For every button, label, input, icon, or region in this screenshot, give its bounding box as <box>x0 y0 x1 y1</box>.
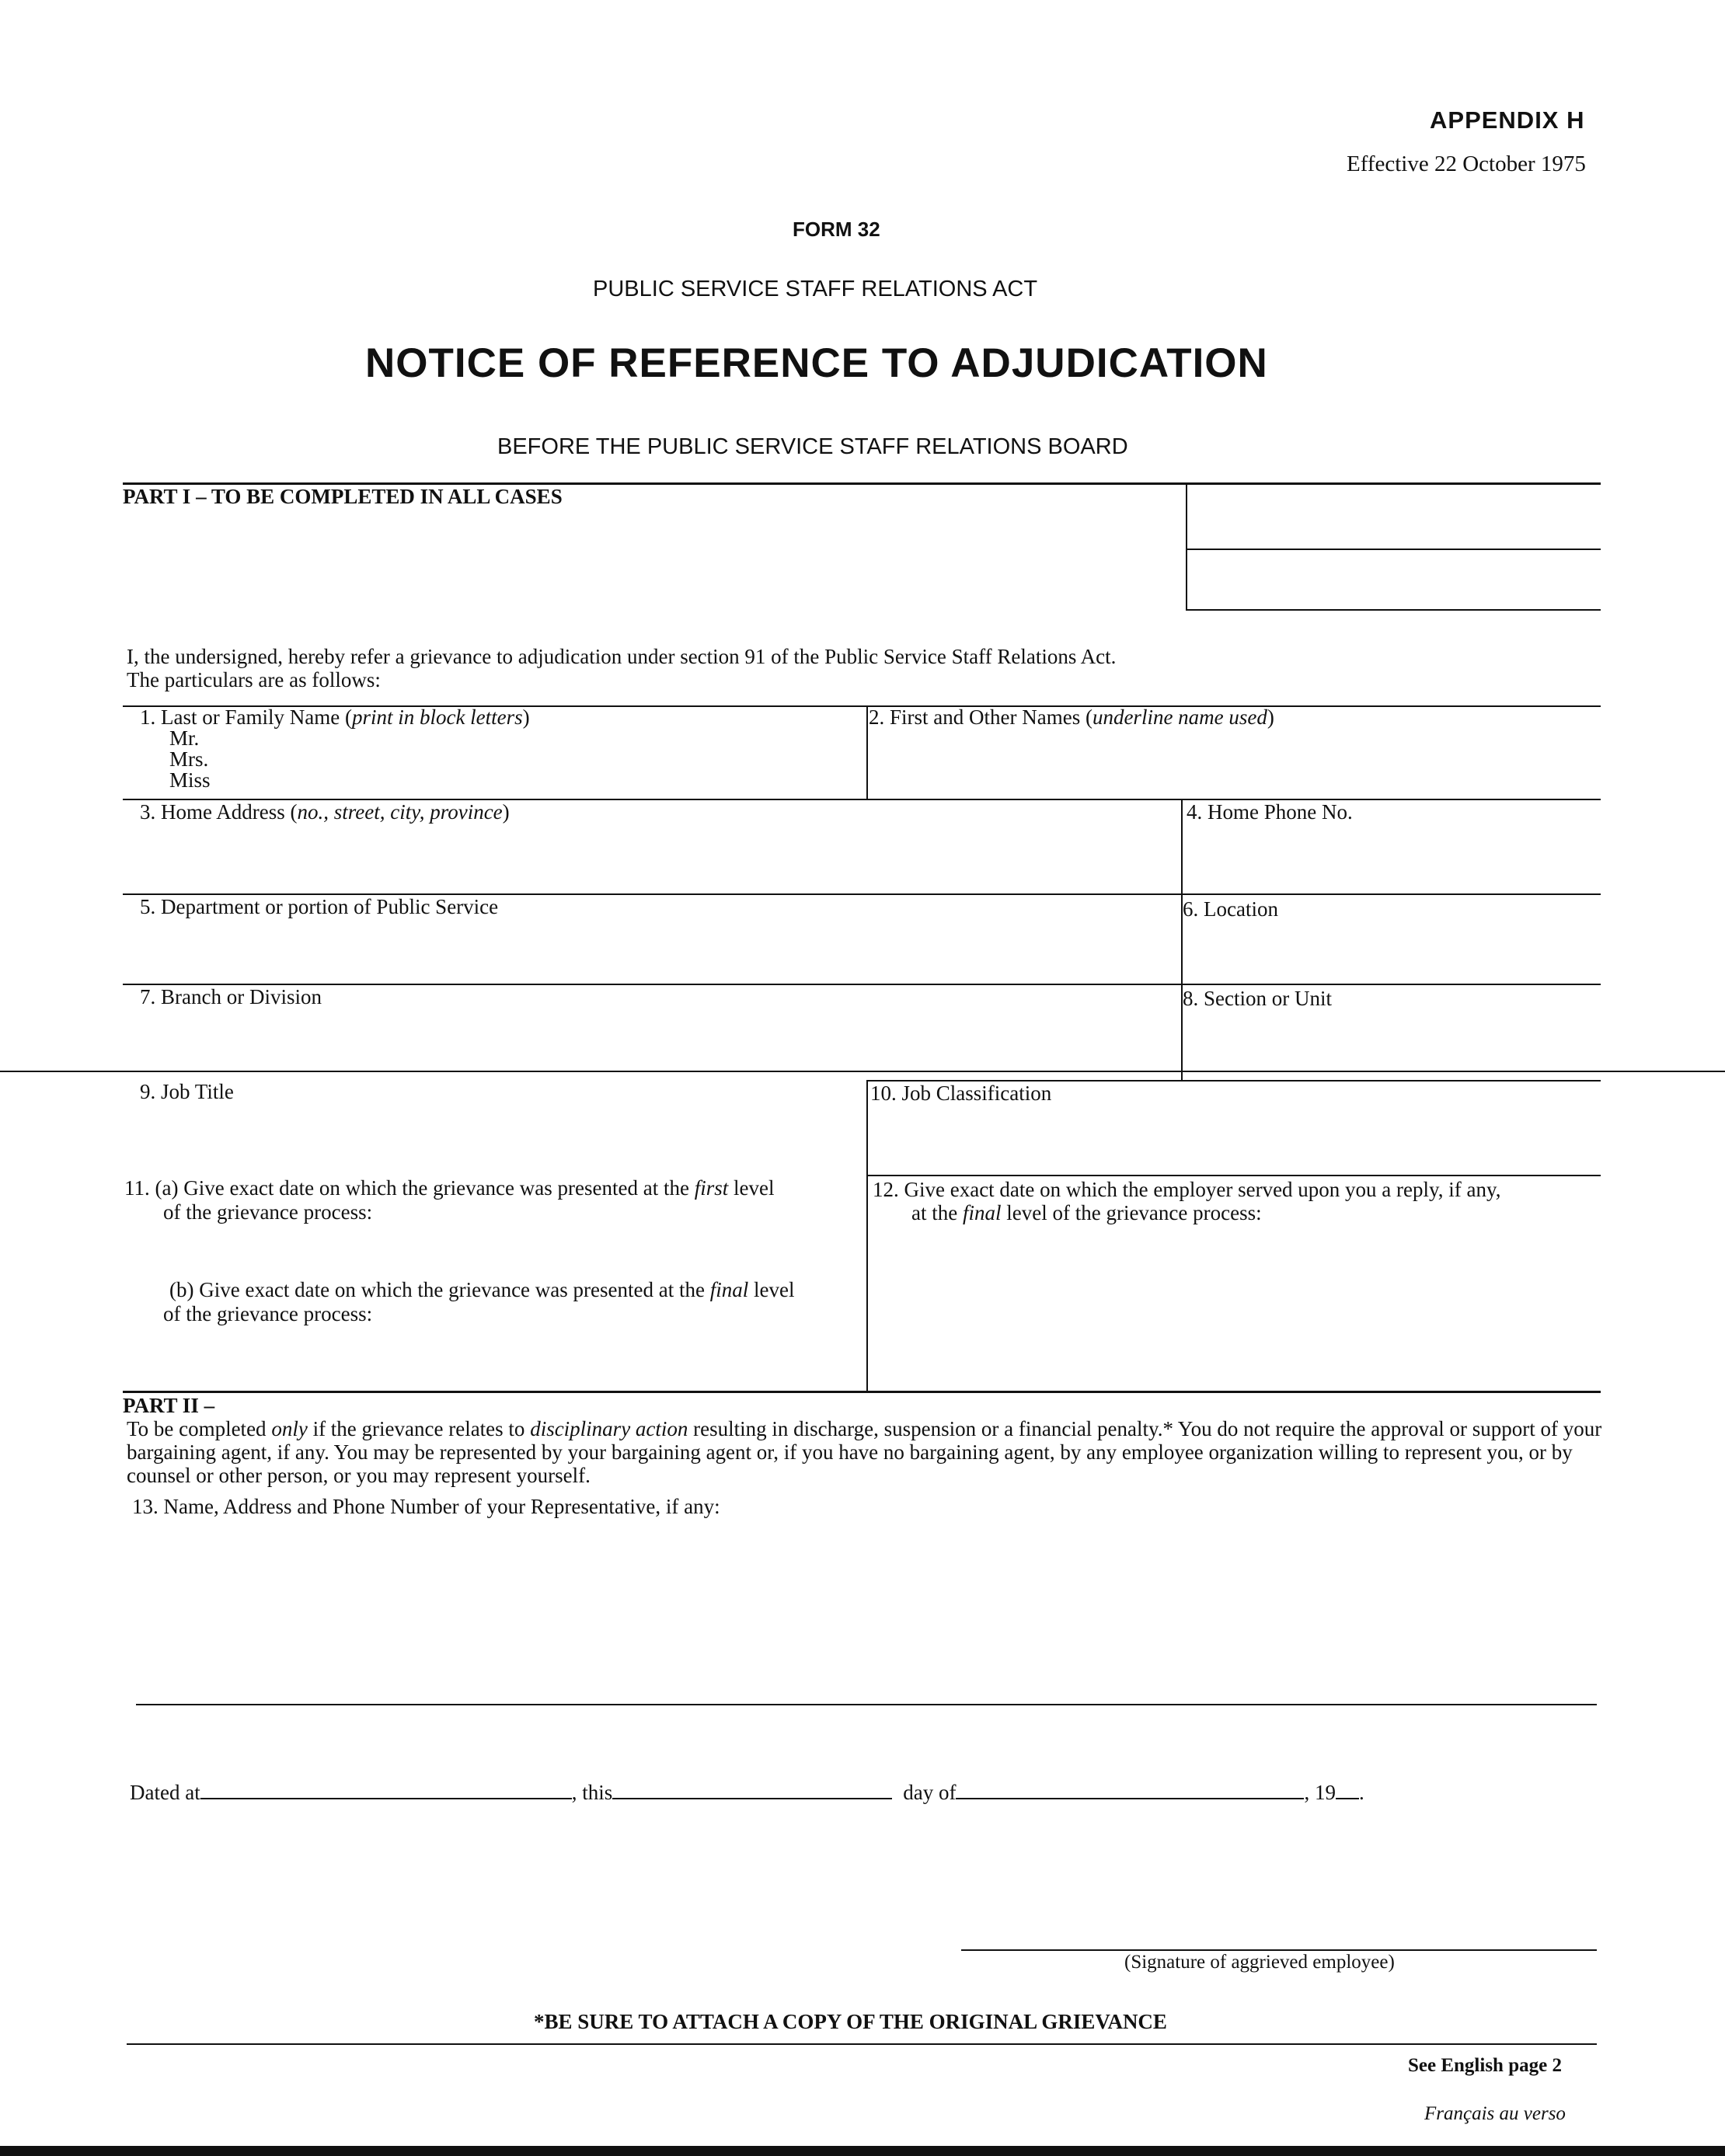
attach-note-rule <box>127 2043 1597 2045</box>
attach-note: *BE SURE TO ATTACH A COPY OF THE ORIGINAL GRIEVANCE <box>534 2010 1167 2033</box>
field-1-mrs: Mrs. <box>169 747 209 771</box>
field-4-label: 4. Home Phone No. <box>1187 800 1353 824</box>
field-1-mr: Mr. <box>169 726 200 750</box>
francais-note: Français au verso <box>1424 2103 1566 2124</box>
office-box-middle <box>1186 549 1601 550</box>
day-of-blank[interactable] <box>956 1778 1304 1799</box>
field-2-label: 2. First and Other Names (underline name used) <box>869 705 1274 729</box>
row4-top-rule <box>123 984 1601 985</box>
appendix-label: APPENDIX H <box>1430 106 1585 134</box>
field-1-miss: Miss <box>169 768 211 792</box>
row1-divider <box>866 705 868 799</box>
field-11a-label-2: of the grievance process: <box>163 1200 373 1224</box>
day-of-label: day of <box>903 1781 957 1804</box>
part1-intro: I, the undersigned, hereby refer a grievance to adjudication under section 91 of the Public Service Staff Relations Act. <box>127 645 1117 668</box>
part1-intro-2: The particulars are as follows: <box>127 668 381 691</box>
field-10-label: 10. Job Classification <box>870 1081 1052 1105</box>
dated-at-blank[interactable] <box>200 1778 572 1799</box>
field-8-label: 8. Section or Unit <box>1183 987 1332 1010</box>
see-english-note: See English page 2 <box>1408 2055 1562 2076</box>
field-11b-label-2: of the grievance process: <box>163 1302 373 1325</box>
field-7-label: 7. Branch or Division <box>140 985 322 1008</box>
year-label: , 19 <box>1304 1781 1336 1804</box>
part2-instructions: To be completed only if the grievance relates to disciplinary action resulting in discharge, suspension or a financial penalty.* You do not require the approval or support of your bargaining agent, if any. You may be represented by your bargaining agent or, if you have no bargaining agent, by any employee organization willing to represent you, or by counsel or other person, or you may represent yourself. <box>127 1417 1602 1487</box>
field-6-label: 6. Location <box>1183 897 1278 921</box>
form-number: FORM 32 <box>793 218 880 241</box>
row6-top-rule <box>866 1175 1601 1176</box>
page-bottom-edge <box>0 2146 1725 2156</box>
this-blank[interactable] <box>612 1778 892 1799</box>
field-13-bottom-rule <box>136 1704 1597 1705</box>
field-1-label: 1. Last or Family Name (print in block letters) <box>140 705 530 729</box>
office-box-divider <box>1186 482 1187 611</box>
year-blank[interactable] <box>1336 1778 1359 1799</box>
field-11a-label: 11. (a) Give exact date on which the grievance was presented at the first level <box>124 1176 775 1200</box>
page-title: NOTICE OF REFERENCE TO ADJUDICATION <box>365 340 1268 386</box>
part1-heading: PART I – TO BE COMPLETED IN ALL CASES <box>123 485 563 508</box>
dated-line: Dated at , this day of , 19 . <box>130 1778 1364 1804</box>
effective-date: Effective 22 October 1975 <box>1347 152 1586 176</box>
act-name: PUBLIC SERVICE STAFF RELATIONS ACT <box>593 277 1038 301</box>
field-12-label-2: at the final level of the grievance process: <box>911 1201 1262 1224</box>
part2-top-rule <box>123 1391 1601 1393</box>
field-9-label: 9. Job Title <box>140 1080 234 1103</box>
this-label: , this <box>571 1781 613 1804</box>
office-box-bottom <box>1186 609 1601 611</box>
dated-at-label: Dated at <box>130 1781 200 1804</box>
field-3-label: 3. Home Address (no., street, city, province) <box>140 800 510 824</box>
signature-label: (Signature of aggrieved employee) <box>1124 1952 1395 1973</box>
row2-4-divider <box>1181 799 1183 1080</box>
field-13-label: 13. Name, Address and Phone Number of your Representative, if any: <box>132 1495 720 1518</box>
part2-heading: PART II – <box>123 1394 215 1417</box>
field-12-label: 12. Give exact date on which the employer served upon you a reply, if any, <box>873 1178 1501 1201</box>
fold-rule <box>0 1071 1725 1072</box>
row5-divider <box>866 1080 868 1391</box>
board-name: BEFORE THE PUBLIC SERVICE STAFF RELATIONS BOARD <box>497 434 1128 459</box>
field-5-label: 5. Department or portion of Public Service <box>140 895 499 918</box>
field-11b-label: (b) Give exact date on which the grievance was presented at the final level <box>169 1278 795 1301</box>
